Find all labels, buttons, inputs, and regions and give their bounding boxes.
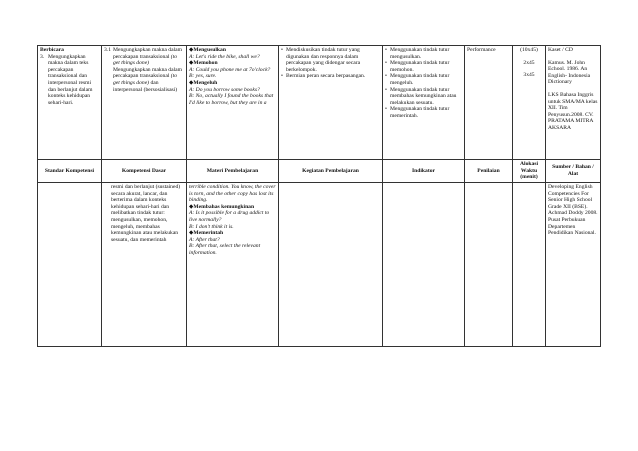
indikator-item: • Menggunakan tindak tutur membahas kemungkinan atau melakukan sesuatu. <box>385 87 462 107</box>
dialog-line: A: Is it possible for a drug addict to live normally? <box>189 210 270 223</box>
materi-heading-mengeluh: ◆Mengeluh <box>189 79 218 86</box>
sumber-item: Kaset / CD <box>548 47 573 53</box>
header-indikator: Indikator <box>383 160 465 183</box>
dialog-line: A: After that? <box>189 236 220 243</box>
item-number: 3. <box>40 53 45 60</box>
header-row <box>38 160 601 183</box>
sumber-cell <box>546 183 601 347</box>
dialog-line: A: Could you phone me at 7o'clock? <box>189 66 271 73</box>
kompetensi-dasar-cell <box>102 183 187 347</box>
header-standar: Standar Kompetensi <box>38 160 102 183</box>
penilaian-cell <box>465 46 513 160</box>
kd-text-b2: dan interpersonal (bersosialisasi) <box>113 79 178 93</box>
header-materi: Materi Pembelajaran <box>187 160 279 183</box>
indikator-item: • Menggunakan tindak tutur memohon. <box>385 60 462 73</box>
standar-kompetensi-cell <box>38 46 102 160</box>
kegiatan-item: • Bermian peran secara berpasangan. <box>281 73 380 80</box>
alokasi-total: (10x45) <box>520 47 538 53</box>
header-penilaian: Penilaian <box>465 160 513 183</box>
materi-heading-memerintah: ◆Memerintah <box>189 230 224 237</box>
header-kegiatan: Kegiatan Pembelajaran <box>279 160 383 183</box>
sumber-item: LKS Bahasa Inggris untuk SMA/MA kelas XII. Tim Penyusun.2008. CV. PRATAMA MITRA AKSARA <box>548 91 598 131</box>
sumber-cell <box>546 46 601 160</box>
materi-heading-memohon: ◆Memohon <box>189 60 218 67</box>
standar-text: Mengungkapkan makna dalam teks percakapan transaksional dan interpersonal resmi dan berlanjut dalam konteks kehidupan sehari-hari. <box>48 53 93 106</box>
dialog-line: A: Do you borrow some books? <box>189 86 260 93</box>
kegiatan-cell <box>279 183 383 347</box>
indikator-item: • Menggunakan tindak tutur mengusulkan. <box>385 47 462 60</box>
penilaian-cell <box>465 183 513 347</box>
alokasi-cell <box>513 46 546 160</box>
materi-heading-membahas: ◆Membahas kemungkinan <box>189 203 255 210</box>
dialog-line: B: yes, sure. <box>189 73 217 80</box>
kd-number: 3.1 <box>104 47 111 53</box>
kompetensi-dasar-cell <box>102 46 187 160</box>
materi-cell <box>187 46 279 160</box>
dialog-line: B: I don't think it is. <box>189 223 234 230</box>
kd-text-b: Mengungkapkan makna dalam percakapan transaksional <box>113 66 182 80</box>
kd-text-b-italic: (to get things done) <box>113 73 178 86</box>
header-kd: Kompetensi Dasar <box>102 160 187 183</box>
dialog-line: terrible condition. You know, the cover is torn, and the other copy has lost its binding. <box>189 184 276 204</box>
alokasi-value: 3x45 <box>523 72 535 79</box>
indikator-cell <box>383 183 465 347</box>
indikator-cell <box>383 46 465 160</box>
header-sumber: Sumber / Bahan / Alat <box>546 160 601 183</box>
alokasi-value: 2x45 <box>523 59 535 66</box>
indikator-item: • Menggunakan tindak tutur memerintah. <box>385 106 462 119</box>
dialog-line: B: After that, select the relevant information. <box>189 243 261 256</box>
indikator-item: • Menggunakan tindak tutur mengeluh. <box>385 73 462 86</box>
materi-cell <box>187 183 279 347</box>
kd-text-a: Mengungkapkan makna dalam percakapan transaksional <box>113 47 182 60</box>
dialog-line: A: Let's ride the bike, shall we? <box>189 53 260 60</box>
syllabus-table <box>37 45 601 347</box>
dialog-line: B: No, actually I found the books that I'd like to borrow, but they are in a <box>189 93 274 106</box>
sumber-item: Developing English Competencies For Senior High School Grade XII (BSE). Achmad Doddy 2008. Pusat Perbukuan Departemen Pendidikan Nasional. <box>548 184 598 237</box>
table-row <box>38 46 601 160</box>
kegiatan-item: • Mendiskusikan tindak tutur yang digunakan dan responnya dalam percakapan yang didengar secara berkelompok. <box>281 47 380 73</box>
kegiatan-cell <box>279 46 383 160</box>
standar-kompetensi-cell <box>38 183 102 347</box>
materi-heading-mengusulkan: ◆Mengusulkan <box>189 47 226 53</box>
header-alokasi: Alokasi Waktu (menit) <box>513 160 546 183</box>
sumber-item: Kamus. M. John Echool. 1986. An English- Indonesia Dictionary <box>548 59 591 86</box>
kd-text-a-italic: (to get things done) <box>113 53 178 67</box>
kd-continued: resmi dan berlanjut (sustained) secara akurat, lancar, dan berterima dalam konteks kehidupan sehari-hari dan melibatkan tindak tutur: mengusulkan, memohon, mengeluh, membahas kemungkinan atau melakukan sesuatu, dan memerintah <box>111 184 181 243</box>
skill-heading: Berbicara <box>40 47 64 53</box>
table-row <box>38 183 601 347</box>
penilaian-value: Performance <box>467 47 496 53</box>
alokasi-cell <box>513 183 546 347</box>
